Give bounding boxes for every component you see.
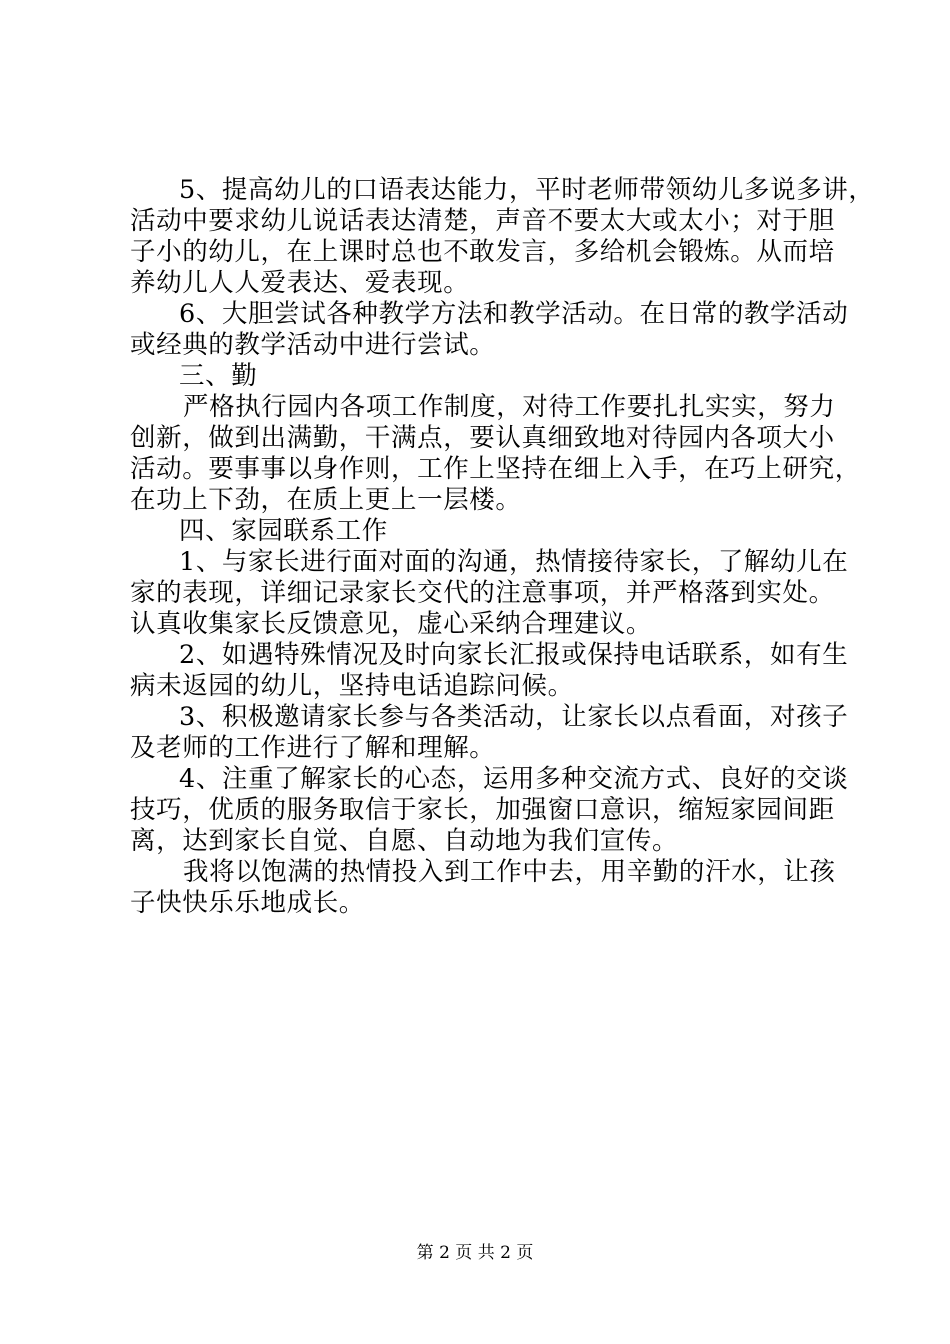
- text-line: 严格执行园内各项工作制度，对待工作要扎扎实实，努力: [183, 392, 836, 422]
- text-line: 2、如遇特殊情况及时向家长汇报或保持电话联系，如有生: [179, 640, 849, 670]
- text-line: 创新，做到出满勤，干满点，要认真细致地对待园内各项大小: [130, 423, 835, 453]
- page-number: 第 2 页 共 2 页: [416, 1243, 534, 1263]
- text-line: 在功上下劲，在质上更上一层楼。: [130, 485, 522, 515]
- text-line: 离，达到家长自觉、自愿、自动地为我们宣传。: [130, 826, 679, 856]
- text-line: 5、提高幼儿的口语表达能力，平时老师带领幼儿多说多讲，: [179, 175, 875, 205]
- text-line: 子快快乐乐地成长。: [130, 888, 365, 918]
- text-line: 活动中要求幼儿说话表达清楚，声音不要太大或太小；对于胆: [130, 206, 835, 236]
- text-line: 及老师的工作进行了解和理解。: [130, 733, 496, 763]
- text-line: 养幼儿人人爱表达、爱表现。: [130, 268, 470, 298]
- section-heading: 四、家园联系工作: [179, 516, 388, 546]
- text-line: 我将以饱满的热情投入到工作中去，用辛勤的汗水，让孩: [183, 857, 836, 887]
- section-heading: 三、勤: [179, 361, 258, 391]
- text-line: 认真收集家长反馈意见，虚心采纳合理建议。: [130, 609, 653, 639]
- text-line: 1、与家长进行面对面的沟通，热情接待家长，了解幼儿在: [179, 547, 849, 577]
- text-line: 3、积极邀请家长参与各类活动，让家长以点看面，对孩子: [179, 702, 849, 732]
- text-line: 活动。要事事以身作则，工作上坚持在细上入手，在巧上研究，: [130, 454, 861, 484]
- text-line: 4、注重了解家长的心态，运用多种交流方式、良好的交谈: [179, 764, 849, 794]
- text-line: 病未返园的幼儿，坚持电话追踪问候。: [130, 671, 574, 701]
- text-line: 家的表现，详细记录家长交代的注意事项，并严格落到实处。: [130, 578, 835, 608]
- text-line: 6、大胆尝试各种教学方法和教学活动。在日常的教学活动: [179, 299, 849, 329]
- text-line: 技巧，优质的服务取信于家长，加强窗口意识，缩短家园间距: [130, 795, 835, 825]
- text-line: 或经典的教学活动中进行尝试。: [130, 330, 496, 360]
- text-line: 子小的幼儿，在上课时总也不敢发言，多给机会锻炼。从而培: [130, 237, 835, 267]
